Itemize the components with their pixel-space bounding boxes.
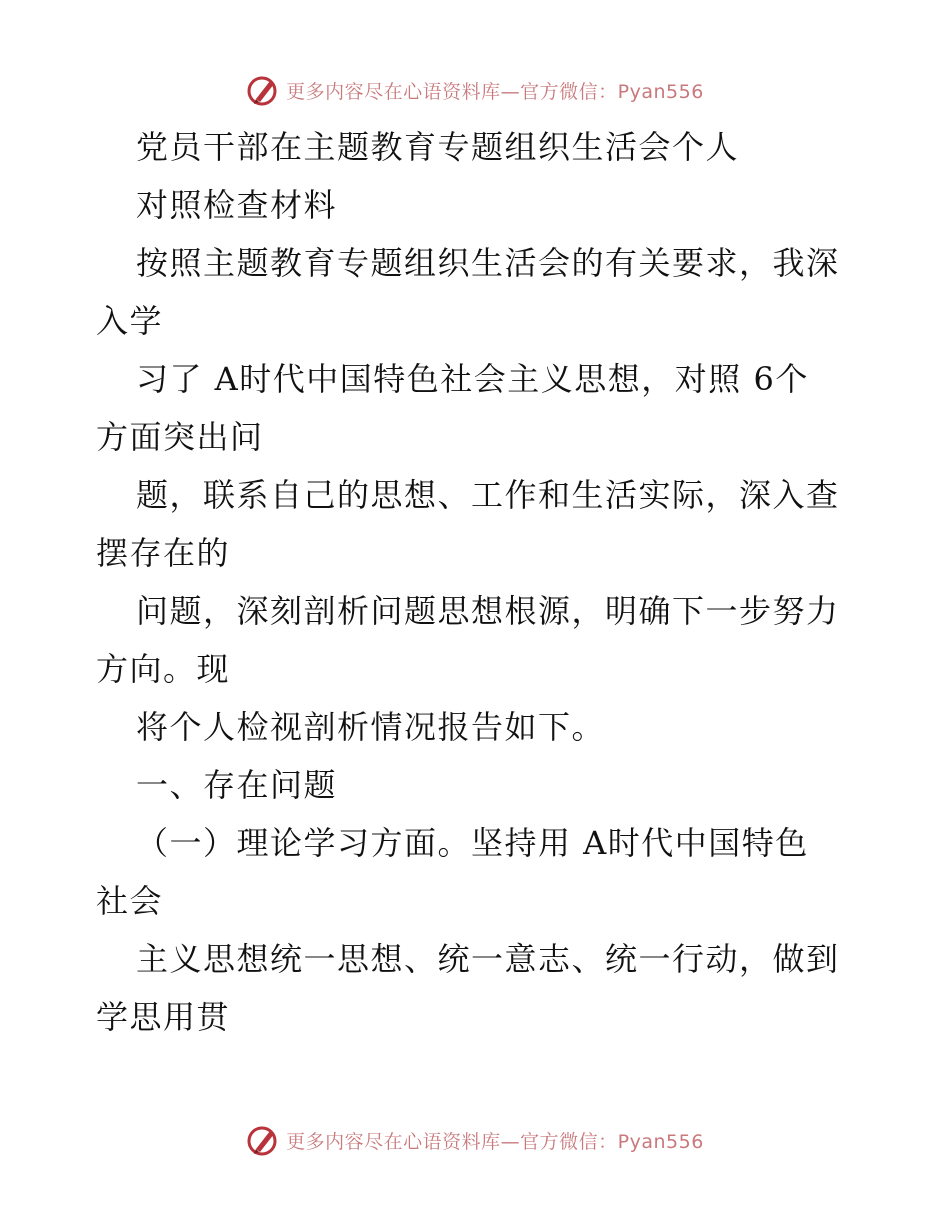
doc-line: 一、存在问题: [136, 766, 338, 804]
pen-logo-icon: [246, 1123, 280, 1157]
doc-line: 社会: [96, 882, 164, 920]
doc-line: 党员干部在主题教育专题组织生活会个人: [136, 128, 740, 166]
doc-line: 将个人检视剖析情况报告如下。: [136, 708, 606, 746]
doc-line: （一）理论学习方面。坚持用 A时代中国特色: [136, 824, 809, 862]
footer-watermark-text: 更多内容尽在心语资料库—官方微信：Pyan556: [286, 1130, 704, 1153]
doc-line: 习了 A时代中国特色社会主义思想，对照 6个: [136, 360, 809, 398]
doc-line: 按照主题教育专题组织生活会的有关要求，我深: [136, 244, 840, 282]
header-watermark-text: 更多内容尽在心语资料库—官方微信：Pyan556: [286, 80, 704, 103]
document-body: [96, 118, 856, 1046]
header-watermark-banner: [0, 72, 950, 108]
doc-line: 摆存在的: [96, 534, 231, 572]
doc-line: 主义思想统一思想、统一意志、统一行动，做到: [136, 940, 840, 978]
doc-line: 方向。现: [96, 650, 231, 688]
doc-line: 方面突出问: [96, 418, 264, 456]
doc-line: 问题，深刻剖析问题思想根源，明确下一步努力: [136, 592, 840, 630]
doc-line: 入学: [96, 302, 164, 340]
footer-watermark-banner: [0, 1122, 950, 1158]
doc-line: 题，联系自己的思想、工作和生活实际，深入查: [136, 476, 840, 514]
pen-logo-icon: [246, 73, 280, 107]
doc-line: 对照检查材料: [136, 186, 338, 224]
doc-line: 学思用贯: [96, 998, 231, 1036]
